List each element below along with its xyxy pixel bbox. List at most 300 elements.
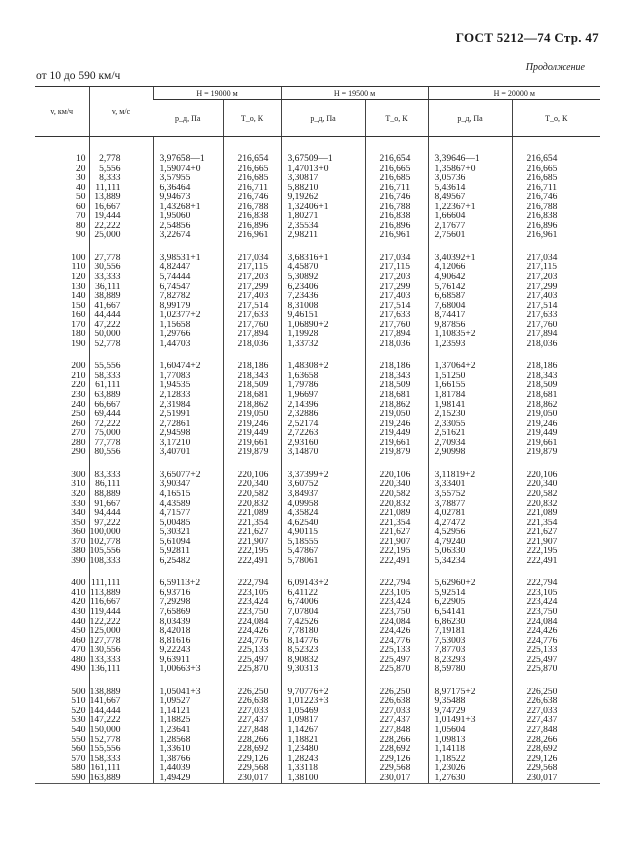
pressure-19000-cell: 1,77083 — [153, 372, 223, 382]
speed-kmh-cell: 300 — [71, 470, 86, 480]
pressure-20000-cell: 3,39646—1 — [428, 137, 512, 165]
temp-20000-cell: 216,654 — [512, 137, 600, 165]
speed-kmh-cell: 340 — [71, 509, 86, 519]
pressure-20000-cell: 2,90998 — [428, 448, 512, 458]
temp-20000-cell: 218,186 — [512, 362, 600, 372]
pressure-20000-cell: 1,01491+3 — [428, 716, 512, 726]
temp-19500-cell: 226,250 — [365, 688, 428, 698]
speed-ms-cell: 22,222 — [89, 222, 153, 232]
temp-19500-cell: 217,514 — [365, 302, 428, 312]
temp-19000-cell: 218,862 — [223, 401, 281, 411]
separator-cell — [428, 349, 512, 362]
pressure-19500-cell: 7,23436 — [281, 292, 365, 302]
pressure-19000-cell: 6,25482 — [153, 557, 223, 567]
temp-19500-cell: 223,424 — [365, 598, 428, 608]
pressure-20000-cell: 8,49567 — [428, 193, 512, 203]
temp-19000-cell: 217,633 — [223, 311, 281, 321]
atmosphere-table — [35, 86, 600, 784]
speed-ms-cell: 94,444 — [89, 509, 153, 519]
table-row — [35, 764, 600, 774]
temp-20000-cell: 227,848 — [512, 726, 600, 736]
pressure-19500-cell: 5,30892 — [281, 273, 365, 283]
pressure-19000-cell: 5,00485 — [153, 519, 223, 529]
speed-ms-cell: 16,667 — [89, 203, 153, 213]
pressure-20000-cell: 8,97175+2 — [428, 688, 512, 698]
pressure-20000-cell: 5,62960+2 — [428, 579, 512, 589]
temp-19500-cell: 224,084 — [365, 618, 428, 628]
pressure-20000-cell: 8,59780 — [428, 665, 512, 675]
temp-20000-cell: 216,685 — [512, 174, 600, 184]
speed-kmh-cell: 400 — [71, 579, 86, 589]
temp-19000-cell: 222,794 — [223, 579, 281, 589]
pressure-20000-cell: 1,18522 — [428, 755, 512, 765]
temp-19500-cell: 223,750 — [365, 608, 428, 618]
speed-kmh-cell: 530 — [71, 716, 86, 726]
speed-ms-cell: 144,444 — [89, 707, 153, 717]
speed-kmh-cell: 90 — [76, 231, 86, 241]
speed-ms-cell: 13,889 — [89, 193, 153, 203]
pressure-20000-cell: 2,51621 — [428, 429, 512, 439]
separator-cell — [35, 458, 89, 471]
temp-19500-cell: 227,848 — [365, 726, 428, 736]
pressure-19500-cell: 8,90832 — [281, 656, 365, 666]
temp-19000-cell: 216,665 — [223, 165, 281, 175]
pressure-19500-cell: 1,32406+1 — [281, 203, 365, 213]
temp-19500-cell: 219,246 — [365, 420, 428, 430]
temp-19500-cell: 221,089 — [365, 509, 428, 519]
speed-ms-cell: 158,333 — [89, 755, 153, 765]
speed-kmh-cell: 50 — [76, 193, 86, 203]
temp-19500-cell: 218,343 — [365, 372, 428, 382]
speed-ms-cell: 50,000 — [89, 330, 153, 340]
pressure-19000-cell: 1,23641 — [153, 726, 223, 736]
pressure-19500-cell: 1,33732 — [281, 340, 365, 350]
speed-kmh-cell: 490 — [71, 665, 86, 675]
speed-kmh-cell: 240 — [71, 400, 86, 410]
pressure-19500-cell: 2,93160 — [281, 439, 365, 449]
temp-20000-cell: 223,105 — [512, 589, 600, 599]
speed-ms-cell: 86,111 — [89, 480, 153, 490]
pressure-19500-cell: 3,14870 — [281, 448, 365, 458]
temp-19500-cell: 218,509 — [365, 381, 428, 391]
temp-19500-cell: 229,126 — [365, 755, 428, 765]
temp-20000-cell: 221,089 — [512, 509, 600, 519]
temp-20000-cell: 222,491 — [512, 557, 600, 567]
speed-range-label: от 10 до 590 км/ч — [36, 70, 121, 82]
temp-19000-cell: 216,746 — [223, 193, 281, 203]
table-row — [35, 707, 600, 717]
speed-ms-cell: 116,667 — [89, 598, 153, 608]
speed-ms-cell: 119,444 — [89, 608, 153, 618]
separator-cell — [35, 349, 89, 362]
table-row — [35, 716, 600, 726]
temp-19000-cell: 216,961 — [223, 231, 281, 241]
pressure-20000-cell: 6,68587 — [428, 292, 512, 302]
pressure-19500-cell: 1,38100 — [281, 774, 365, 784]
table-row — [35, 401, 600, 411]
table-row — [35, 212, 600, 222]
col-header-h19000: H = 19000 м — [153, 87, 281, 100]
pressure-19500-cell: 1,09817 — [281, 716, 365, 726]
separator-cell — [89, 349, 153, 362]
table-row — [35, 174, 600, 184]
pressure-19000-cell: 4,16515 — [153, 490, 223, 500]
pressure-19000-cell: 4,71577 — [153, 509, 223, 519]
pressure-19000-cell: 3,65077+2 — [153, 471, 223, 481]
pressure-19500-cell: 2,52174 — [281, 420, 365, 430]
separator-cell — [365, 349, 428, 362]
pressure-19500-cell: 1,33118 — [281, 764, 365, 774]
speed-kmh-cell: 180 — [71, 330, 86, 340]
separator-cell — [512, 566, 600, 579]
temp-19000-cell: 217,403 — [223, 292, 281, 302]
speed-ms-cell: 52,778 — [89, 340, 153, 350]
pressure-19500-cell: 9,70776+2 — [281, 688, 365, 698]
speed-ms-cell: 113,889 — [89, 589, 153, 599]
temp-19500-cell: 217,203 — [365, 273, 428, 283]
temp-19500-cell: 217,633 — [365, 311, 428, 321]
temp-19000-cell: 229,568 — [223, 764, 281, 774]
pressure-19000-cell: 1,28568 — [153, 736, 223, 746]
pressure-20000-cell: 3,78877 — [428, 500, 512, 510]
table-row — [35, 736, 600, 746]
pressure-19000-cell: 1,15658 — [153, 321, 223, 331]
table-row — [35, 490, 600, 500]
pressure-19500-cell: 1,05469 — [281, 707, 365, 717]
speed-ms-cell: 111,111 — [89, 579, 153, 589]
pressure-19500-cell: 1,48308+2 — [281, 362, 365, 372]
separator-cell — [153, 566, 223, 579]
pressure-19500-cell: 9,46151 — [281, 311, 365, 321]
temp-20000-cell: 218,509 — [512, 381, 600, 391]
speed-ms-cell: 138,889 — [89, 688, 153, 698]
speed-ms-cell: 63,889 — [89, 391, 153, 401]
temp-19000-cell: 219,661 — [223, 439, 281, 449]
temp-19500-cell: 221,354 — [365, 519, 428, 529]
speed-ms-cell: 80,556 — [89, 448, 153, 458]
temp-20000-cell: 228,692 — [512, 745, 600, 755]
separator-cell — [281, 458, 365, 471]
temp-19000-cell: 221,627 — [223, 528, 281, 538]
separator-cell — [281, 241, 365, 254]
pressure-19000-cell: 4,82447 — [153, 263, 223, 273]
pressure-20000-cell: 1,10835+2 — [428, 330, 512, 340]
temp-19000-cell: 218,509 — [223, 381, 281, 391]
temp-19000-cell: 218,036 — [223, 340, 281, 350]
pressure-20000-cell: 4,52956 — [428, 528, 512, 538]
temp-19500-cell: 223,105 — [365, 589, 428, 599]
speed-ms-cell: 152,778 — [89, 736, 153, 746]
pressure-19000-cell: 8,42018 — [153, 627, 223, 637]
temp-19000-cell: 216,711 — [223, 184, 281, 194]
speed-ms-cell: 72,222 — [89, 420, 153, 430]
pressure-19500-cell: 4,09958 — [281, 500, 365, 510]
temp-19000-cell: 217,203 — [223, 273, 281, 283]
col-header-h19500: H = 19500 м — [281, 87, 428, 100]
table-row — [35, 608, 600, 618]
temp-19500-cell: 222,491 — [365, 557, 428, 567]
temp-19000-cell: 223,424 — [223, 598, 281, 608]
separator-cell — [153, 349, 223, 362]
table-row — [35, 330, 600, 340]
speed-kmh-cell: 310 — [71, 480, 86, 490]
group-separator — [35, 241, 600, 254]
pressure-20000-cell: 6,86230 — [428, 618, 512, 628]
pressure-19000-cell: 7,82782 — [153, 292, 223, 302]
pressure-19000-cell: 2,94598 — [153, 429, 223, 439]
temp-20000-cell: 220,106 — [512, 471, 600, 481]
pressure-19500-cell: 5,18555 — [281, 538, 365, 548]
temp-20000-cell: 226,638 — [512, 697, 600, 707]
temp-19000-cell: 217,514 — [223, 302, 281, 312]
temp-19500-cell: 224,426 — [365, 627, 428, 637]
speed-kmh-cell: 260 — [71, 419, 86, 429]
pressure-19500-cell: 5,88210 — [281, 184, 365, 194]
pressure-19000-cell: 1,49429 — [153, 774, 223, 784]
pressure-19500-cell: 7,42526 — [281, 618, 365, 628]
table-row — [35, 547, 600, 557]
separator-cell — [428, 566, 512, 579]
speed-kmh-cell: 320 — [71, 489, 86, 499]
speed-ms-cell: 77,778 — [89, 439, 153, 449]
pressure-19500-cell: 1,28243 — [281, 755, 365, 765]
pressure-19500-cell: 1,19928 — [281, 330, 365, 340]
separator-cell — [365, 458, 428, 471]
separator-cell — [89, 241, 153, 254]
pressure-20000-cell: 1,23593 — [428, 340, 512, 350]
speed-kmh-cell: 560 — [71, 745, 86, 755]
pressure-19500-cell: 1,23480 — [281, 745, 365, 755]
temp-20000-cell: 218,036 — [512, 340, 600, 350]
col-header-pd-1: p_д, Па — [153, 100, 223, 137]
speed-ms-cell: 75,000 — [89, 429, 153, 439]
temp-20000-cell: 217,514 — [512, 302, 600, 312]
pressure-19000-cell: 8,99179 — [153, 302, 223, 312]
table-row — [35, 598, 600, 608]
temp-20000-cell: 216,896 — [512, 222, 600, 232]
temp-19000-cell: 224,084 — [223, 618, 281, 628]
temp-19000-cell: 219,449 — [223, 429, 281, 439]
table-row — [35, 646, 600, 656]
separator-cell — [365, 241, 428, 254]
table-row — [35, 184, 600, 194]
speed-ms-cell: 41,667 — [89, 302, 153, 312]
pressure-19000-cell: 1,44703 — [153, 340, 223, 350]
pressure-19000-cell: 5,61094 — [153, 538, 223, 548]
temp-19500-cell: 217,299 — [365, 283, 428, 293]
pressure-20000-cell: 7,19181 — [428, 627, 512, 637]
pressure-19500-cell: 3,84937 — [281, 490, 365, 500]
temp-20000-cell: 220,832 — [512, 500, 600, 510]
pressure-20000-cell: 1,22367+1 — [428, 203, 512, 213]
pressure-19000-cell: 3,57955 — [153, 174, 223, 184]
temp-19000-cell: 222,491 — [223, 557, 281, 567]
speed-kmh-cell: 200 — [71, 362, 86, 372]
pressure-19000-cell: 5,92811 — [153, 547, 223, 557]
table-row — [35, 637, 600, 647]
temp-19500-cell: 221,907 — [365, 538, 428, 548]
temp-20000-cell: 218,862 — [512, 401, 600, 411]
pressure-20000-cell: 7,68004 — [428, 302, 512, 312]
temp-19000-cell: 224,776 — [223, 637, 281, 647]
table-row — [35, 263, 600, 273]
pressure-19000-cell: 9,22243 — [153, 646, 223, 656]
speed-kmh-cell: 520 — [71, 706, 86, 716]
speed-ms-cell: 97,222 — [89, 519, 153, 529]
pressure-19000-cell: 1,29766 — [153, 330, 223, 340]
pressure-19000-cell: 1,38766 — [153, 755, 223, 765]
separator-cell — [428, 675, 512, 688]
table-row — [35, 410, 600, 420]
table-row — [35, 381, 600, 391]
table-row — [35, 302, 600, 312]
temp-20000-cell: 224,084 — [512, 618, 600, 628]
temp-19000-cell: 219,050 — [223, 410, 281, 420]
speed-kmh-cell: 210 — [71, 371, 86, 381]
temp-19000-cell: 225,497 — [223, 656, 281, 666]
temp-19500-cell: 221,627 — [365, 528, 428, 538]
separator-cell — [35, 241, 89, 254]
pressure-20000-cell: 7,87703 — [428, 646, 512, 656]
temp-20000-cell: 217,203 — [512, 273, 600, 283]
temp-19500-cell: 228,266 — [365, 736, 428, 746]
col-header-pd-2: p_д, Па — [281, 100, 365, 137]
temp-19500-cell: 217,403 — [365, 292, 428, 302]
pressure-19500-cell: 4,35824 — [281, 509, 365, 519]
pressure-19000-cell: 1,02377+2 — [153, 311, 223, 321]
pressure-20000-cell: 1,66155 — [428, 381, 512, 391]
temp-19000-cell: 216,685 — [223, 174, 281, 184]
temp-19500-cell: 225,870 — [365, 665, 428, 675]
speed-kmh-cell: 570 — [71, 754, 86, 764]
pressure-20000-cell: 8,74417 — [428, 311, 512, 321]
pressure-20000-cell: 1,66604 — [428, 212, 512, 222]
pressure-19500-cell: 8,31008 — [281, 302, 365, 312]
speed-ms-cell: 19,444 — [89, 212, 153, 222]
table-row — [35, 391, 600, 401]
pressure-20000-cell: 1,23026 — [428, 764, 512, 774]
pressure-19500-cell: 6,09143+2 — [281, 579, 365, 589]
speed-kmh-cell: 440 — [71, 617, 86, 627]
separator-cell — [512, 458, 600, 471]
table-row — [35, 254, 600, 264]
group-separator — [35, 566, 600, 579]
speed-ms-cell: 36,111 — [89, 283, 153, 293]
temp-19500-cell: 216,788 — [365, 203, 428, 213]
col-header-v-ms: v, м/с — [89, 87, 153, 137]
table-row — [35, 538, 600, 548]
pressure-19000-cell: 1,43268+1 — [153, 203, 223, 213]
pressure-20000-cell: 4,79240 — [428, 538, 512, 548]
pressure-19000-cell: 1,33610 — [153, 745, 223, 755]
temp-20000-cell: 216,961 — [512, 231, 600, 241]
table-row — [35, 509, 600, 519]
temp-19500-cell: 216,654 — [365, 137, 428, 165]
pressure-19000-cell: 2,72861 — [153, 420, 223, 430]
temp-20000-cell: 220,340 — [512, 480, 600, 490]
pressure-19500-cell: 1,96697 — [281, 391, 365, 401]
table-row — [35, 340, 600, 350]
pressure-19500-cell: 6,74006 — [281, 598, 365, 608]
temp-19000-cell: 225,133 — [223, 646, 281, 656]
temp-20000-cell: 219,879 — [512, 448, 600, 458]
pressure-20000-cell: 9,74729 — [428, 707, 512, 717]
pressure-19000-cell: 3,17210 — [153, 439, 223, 449]
speed-ms-cell: 61,111 — [89, 381, 153, 391]
temp-20000-cell: 225,870 — [512, 665, 600, 675]
pressure-20000-cell: 1,81784 — [428, 391, 512, 401]
table-row — [35, 500, 600, 510]
pressure-20000-cell: 8,23293 — [428, 656, 512, 666]
pressure-19000-cell: 3,22674 — [153, 231, 223, 241]
speed-kmh-cell: 150 — [71, 301, 86, 311]
pressure-20000-cell: 7,53003 — [428, 637, 512, 647]
temp-20000-cell: 222,195 — [512, 547, 600, 557]
speed-kmh-cell: 10 — [76, 154, 86, 164]
temp-19000-cell: 221,354 — [223, 519, 281, 529]
group-separator — [35, 349, 600, 362]
separator-cell — [428, 458, 512, 471]
speed-kmh-cell: 170 — [71, 320, 86, 330]
temp-19000-cell: 217,760 — [223, 321, 281, 331]
pressure-19500-cell: 1,79786 — [281, 381, 365, 391]
speed-ms-cell: 122,222 — [89, 618, 153, 628]
pressure-19500-cell: 1,47013+0 — [281, 165, 365, 175]
temp-19500-cell: 219,449 — [365, 429, 428, 439]
pressure-19000-cell: 1,59074+0 — [153, 165, 223, 175]
pressure-19000-cell: 4,43589 — [153, 500, 223, 510]
pressure-20000-cell: 3,55752 — [428, 490, 512, 500]
table-row — [35, 755, 600, 765]
speed-kmh-cell: 60 — [76, 202, 86, 212]
separator-cell — [281, 349, 365, 362]
speed-kmh-cell: 110 — [71, 263, 86, 273]
temp-19000-cell: 216,896 — [223, 222, 281, 232]
pressure-20000-cell: 1,27630 — [428, 774, 512, 784]
temp-19000-cell: 220,340 — [223, 480, 281, 490]
separator-cell — [428, 241, 512, 254]
speed-ms-cell: 88,889 — [89, 490, 153, 500]
temp-19500-cell: 225,133 — [365, 646, 428, 656]
temp-19500-cell: 217,894 — [365, 330, 428, 340]
temp-19500-cell: 222,794 — [365, 579, 428, 589]
pressure-19500-cell: 5,47867 — [281, 547, 365, 557]
temp-19500-cell: 222,195 — [365, 547, 428, 557]
temp-19500-cell: 227,033 — [365, 707, 428, 717]
pressure-19500-cell: 5,78061 — [281, 557, 365, 567]
speed-kmh-cell: 510 — [71, 697, 86, 707]
table-row — [35, 231, 600, 241]
speed-kmh-cell: 120 — [71, 273, 86, 283]
table-row — [35, 372, 600, 382]
temp-20000-cell: 227,033 — [512, 707, 600, 717]
separator-cell — [153, 458, 223, 471]
speed-ms-cell: 108,333 — [89, 557, 153, 567]
pressure-20000-cell: 6,22905 — [428, 598, 512, 608]
pressure-19500-cell: 1,18821 — [281, 736, 365, 746]
pressure-19500-cell: 1,14267 — [281, 726, 365, 736]
table-row — [35, 292, 600, 302]
pressure-19500-cell: 8,52323 — [281, 646, 365, 656]
pressure-20000-cell: 4,02781 — [428, 509, 512, 519]
pressure-19000-cell: 1,95060 — [153, 212, 223, 222]
table-row — [35, 665, 600, 675]
temp-19500-cell: 225,497 — [365, 656, 428, 666]
pressure-19500-cell: 7,07804 — [281, 608, 365, 618]
speed-ms-cell: 33,333 — [89, 273, 153, 283]
speed-kmh-cell: 500 — [71, 687, 86, 697]
table-row — [35, 321, 600, 331]
